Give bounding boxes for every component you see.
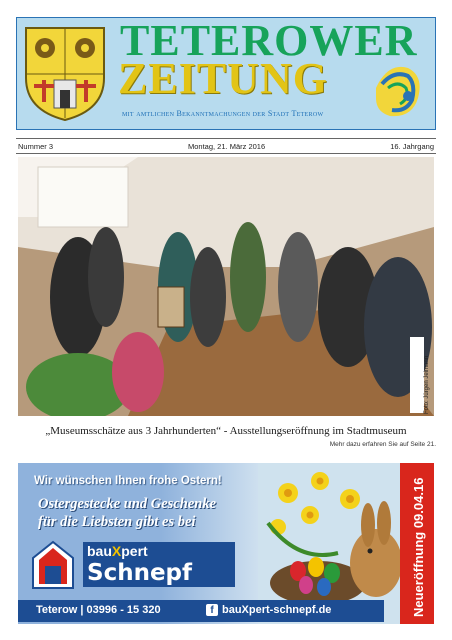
photo-credit: [421, 340, 431, 416]
newspaper-title-line-2: ZEITUNG: [118, 54, 328, 103]
store-name: Schnepf: [83, 560, 235, 587]
brand-suffix: pert: [121, 543, 148, 559]
ad-headline: Wir wünschen Ihnen frohe Ostern!: [34, 475, 222, 487]
coat-of-arms-icon: [22, 24, 108, 122]
newspaper-title-line-1: TETEROWER: [120, 16, 418, 65]
ad-slogan-line-2: für die Liebsten gibt es bei: [38, 514, 196, 530]
brand-x: X: [111, 543, 122, 559]
facebook-icon[interactable]: f: [206, 604, 218, 616]
photo-caption: „Museumsschätze aus 3 Jahrhunderten“ - Ausstellungseröffnung im Stadtmuseum: [45, 425, 407, 437]
issue-info-bar: [16, 138, 436, 154]
page-reference: Mehr dazu erfahren Sie auf Seite 21.: [329, 441, 436, 448]
store-website-link[interactable]: bauXpert-schnepf.de: [222, 604, 332, 616]
brand-logo: [83, 542, 235, 560]
cover-photo: [18, 157, 434, 416]
ad-slogan-line-1: Ostergestecke und Geschenke: [38, 496, 217, 512]
town-emblem-icon: [368, 58, 428, 124]
opening-date-label: Neueröffnung 09.04.16: [411, 477, 426, 617]
newspaper-subtitle: mit amtlichen Bekanntmachungen der Stadt Teterow: [122, 109, 324, 118]
opening-date-text: [400, 463, 434, 624]
house-logo-icon: [31, 540, 75, 590]
issue-volume: 16. Jahrgang: [390, 142, 434, 151]
issue-number: Nummer 3: [18, 142, 54, 151]
brand-prefix: bau: [87, 543, 112, 559]
store-phone[interactable]: Teterow | 03996 - 15 320: [36, 604, 161, 616]
photo-credit-text: Foto: Jürgen Jeimann: [424, 355, 430, 414]
issue-date: Montag, 21. März 2016: [188, 142, 266, 151]
